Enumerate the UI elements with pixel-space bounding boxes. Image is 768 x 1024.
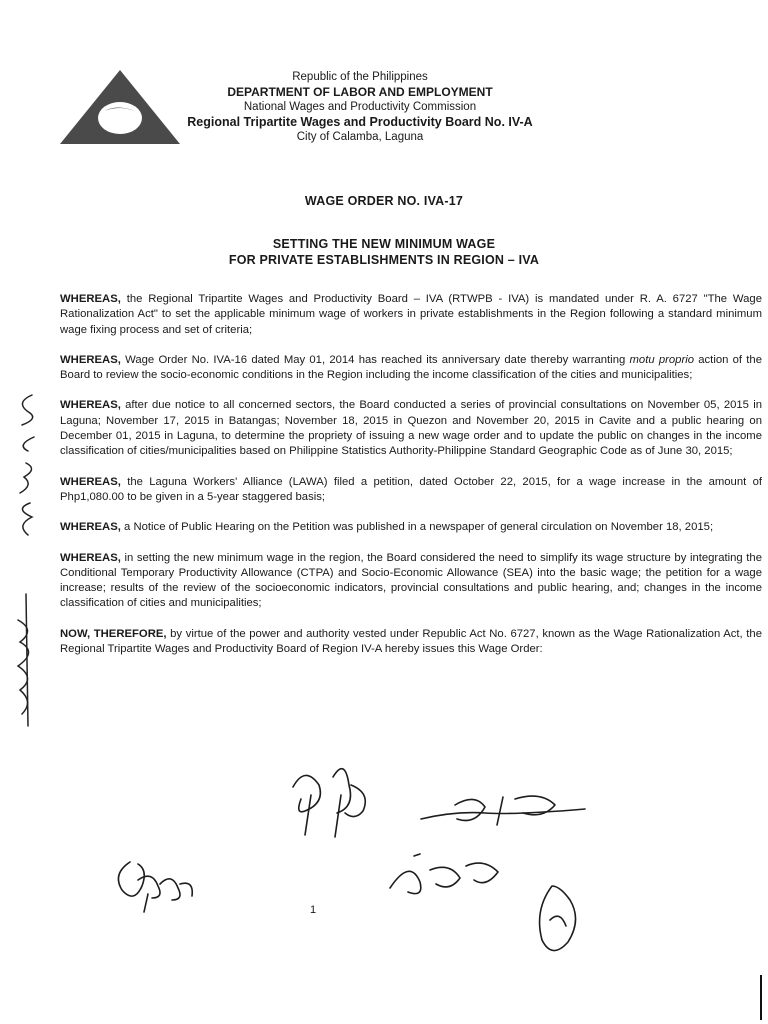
- subject-heading: [0, 236, 768, 268]
- margin-signature-mark: [6, 590, 46, 730]
- paragraph: WHEREAS, a Notice of Public Hearing on the Petition was published in a newspaper of general circulation on November 18, 2015;: [60, 521, 714, 534]
- page-number: 1: [310, 904, 317, 916]
- commission-name: National Wages and Productivity Commission: [243, 101, 477, 113]
- signature-5: [530, 880, 585, 960]
- subject-line-2: FOR PRIVATE ESTABLISHMENTS IN REGION – IVA: [228, 253, 540, 267]
- department-name: DEPARTMENT OF LABOR AND EMPLOYMENT: [227, 85, 493, 99]
- letterhead: [150, 70, 570, 145]
- signature-4: [108, 850, 203, 915]
- board-name: Regional Tripartite Wages and Productivity Board No. IV-A: [187, 115, 533, 129]
- document-body: [60, 292, 762, 672]
- republic-line: Republic of the Philippines: [292, 71, 428, 83]
- paragraph: NOW, THEREFORE, by virtue of the power and authority vested under Republic Act No. 6727, known as the Wage Rationalization Act, the Regional Tripartite Wages and Productivity Board of Region IV-A hereby issues this Wage Order:: [60, 627, 763, 656]
- paragraph: WHEREAS, in setting the new minimum wage in the region, the Board considered the need to simplify its wage structure by integrating the Conditional Temporary Productivity Allowance (CTPA) and Socio-Economic Allowance (SEA) into the basic wage; the petition for a wage increase; results of the review of the socioeconomic indicators, provincial consultations and public hearing, and; changes in the income classification of cities and municipalities;: [60, 551, 762, 610]
- paragraph: WHEREAS, Wage Order No. IVA-16 dated May 01, 2014 has reached its anniversary date thereby warranting motu proprio action of the Board to review the socio-economic conditions in the Region including the income classification of the cities and municipalities;: [60, 353, 762, 382]
- paragraph: WHEREAS, the Regional Tripartite Wages and Productivity Board – IVA (RTWPB - IVA) is mandated under R. A. 6727 "The Wage Rationalization Act" to set the applicable minimum wage of workers in private establishments in the Region following a standard minimum wage fixing process and set of criteria;: [60, 293, 762, 336]
- signature-1: [275, 755, 385, 840]
- subject-line-1: SETTING THE NEW MINIMUM WAGE: [272, 237, 496, 251]
- signature-3: [380, 848, 520, 908]
- paragraph: WHEREAS, after due notice to all concerned sectors, the Board conducted a series of provincial consultations on November 05, 2015 in Laguna; November 17, 2015 in Batangas; November 18, 2015 in Quezon and November 20, 2015 in Cavite and a public hearing on December 01, 2015 in Laguna, to determine the propriety of issuing a new wage order and to update the public on changes in the income classification of cities/municipalities based on Philippine Statistics Authority-Philippine Standard Geographic Code as of June 30, 2015;: [60, 399, 762, 458]
- signature-2: [415, 785, 590, 835]
- wage-order-title: WAGE ORDER NO. IVA-17: [304, 194, 464, 208]
- scan-edge-line: [760, 975, 762, 1020]
- margin-initial-mark: [4, 385, 44, 545]
- city-line: City of Calamba, Laguna: [296, 131, 424, 143]
- paragraph: WHEREAS, the Laguna Workers' Alliance (LAWA) filed a petition, dated October 22, 2015, for a wage increase in the amount of Php1,080.00 to be given in a 5-year staggered basis;: [60, 475, 762, 503]
